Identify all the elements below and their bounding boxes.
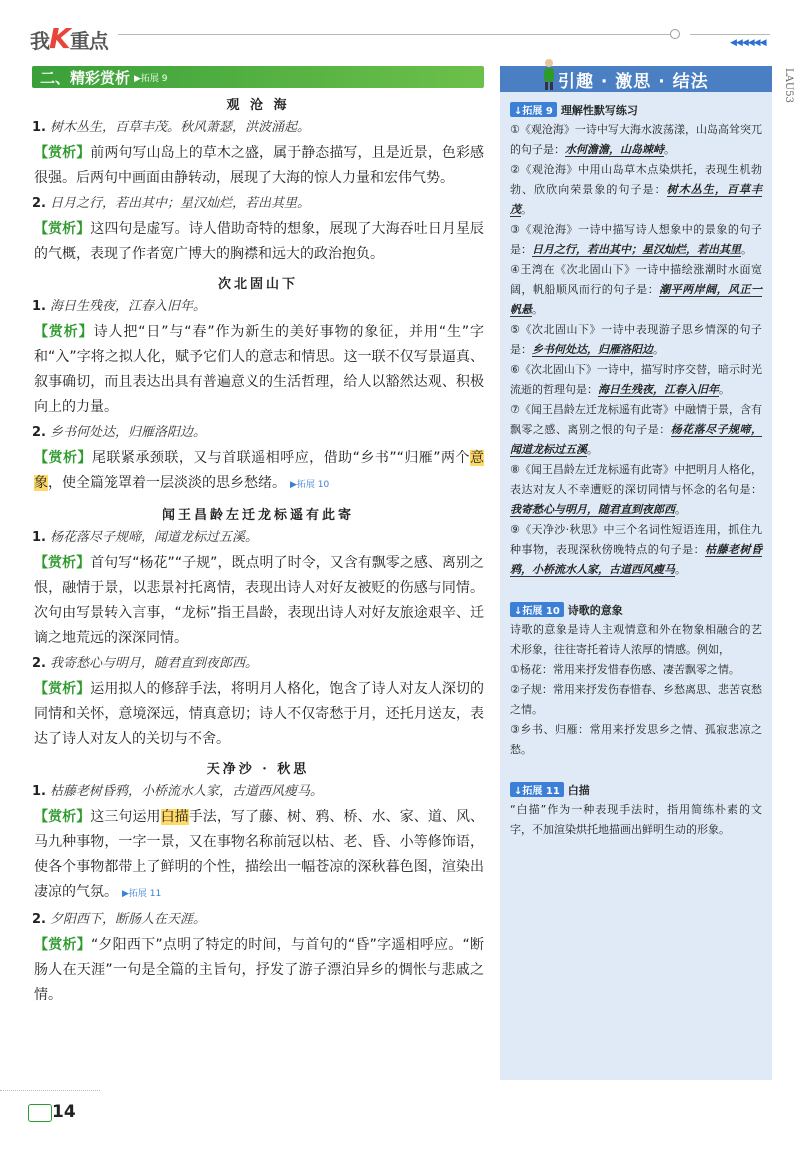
dictation-question bbox=[510, 160, 762, 220]
answer-text: 水何澹澹，山岛竦峙 bbox=[565, 143, 664, 156]
ext10-box bbox=[500, 592, 772, 764]
sidebar-header bbox=[500, 66, 772, 92]
side-code: LAU53 bbox=[783, 68, 794, 104]
verse-line bbox=[32, 653, 484, 675]
answer-text: 日月之行，若出其中；星汉灿烂，若出其里 bbox=[532, 243, 741, 256]
item-number: 2. bbox=[32, 656, 46, 671]
analysis-text: 手法，写了藤、树、鸦、桥、水、家、道、风、马九种事物，一字一景，又在事物名称前冠以枯、老、昏、小等修饰语，使各个事物都带上了鲜明的个性，描绘出一幅苍凉的深秋暮色图，渲染出凄凉的气氛。 bbox=[34, 809, 485, 900]
item-number: 1. bbox=[32, 530, 46, 545]
verse-line bbox=[32, 296, 484, 318]
verse-text: 日月之行，若出其中；星汉灿烂，若出其里。 bbox=[49, 196, 310, 211]
analysis-text: 首句写“杨花”“子规”，既点明了时令，又含有飘零之感、离别之恨，融情于景，以悲景衬托离情，表现出诗人对好友被贬的伤感与同情。次句由写景转入言事，“龙标”指王昌龄，表现出诗人对好友旅途艰辛、迁谪之地荒远的深深同情。 bbox=[34, 555, 484, 646]
analysis-text: 这四句是虚写。诗人借助奇特的想象，展现了大海吞吐日月星辰的气概，表现了作者宽广博大的胸襟和远大的政治抱负。 bbox=[34, 221, 485, 262]
question-text: ①《观沧海》一诗中写大海水波荡漾，山岛高耸突兀的句子是： bbox=[510, 123, 762, 156]
analysis-paragraph bbox=[34, 933, 484, 1008]
sidebar-panel bbox=[500, 66, 772, 1080]
answer-text: 树木丛生，百草丰茂 bbox=[510, 183, 763, 216]
page-header bbox=[0, 0, 800, 58]
analysis-label: 【赏析】 bbox=[34, 145, 91, 161]
question-end: 。 bbox=[719, 383, 730, 396]
page-number-text: 14 bbox=[52, 1102, 76, 1122]
answer-text: 乡书何处达，归雁洛阳边 bbox=[532, 343, 653, 356]
sidebar-title: 引趣 · 激思 · 结法 bbox=[558, 71, 709, 92]
poem-title: 天净沙 · 秋思 bbox=[206, 762, 310, 777]
verse-text: 枯藤老树昏鸦，小桥流水人家，古道西风瘦马。 bbox=[49, 784, 323, 799]
verse-text: 夕阳西下，断肠人在天涯。 bbox=[49, 912, 206, 927]
ext10-title: 诗歌的意象 bbox=[567, 604, 623, 617]
ext11-text: “白描”作为一种表现手法时，指用简练朴素的文字，不加渲染烘托地描画出鲜明生动的形象。 bbox=[510, 803, 762, 836]
dictation-question bbox=[510, 400, 762, 460]
ext11-tag: ↓拓展 11 bbox=[510, 782, 564, 797]
dictation-question bbox=[510, 120, 762, 160]
ext9-title: 理解性默写练习 bbox=[560, 104, 638, 117]
question-text: ②《观沧海》中用山岛草木点染烘托，表现生机勃勃、欣欣向荣景象的句子是： bbox=[510, 163, 762, 196]
item-number: 1. bbox=[32, 784, 46, 799]
section-title: 二、精彩赏析 bbox=[40, 68, 131, 87]
analysis-text: 这三句运用 bbox=[90, 809, 161, 825]
header-dot bbox=[670, 29, 680, 39]
ext11-box bbox=[500, 772, 772, 844]
dictation-question bbox=[510, 460, 762, 520]
question-end: 。 bbox=[741, 243, 752, 256]
poem-list bbox=[32, 94, 484, 1008]
analysis-paragraph bbox=[34, 551, 484, 651]
question-end: 。 bbox=[675, 503, 686, 516]
question-text: ⑨《天净沙·秋思》中三个名词性短语连用，抓住九种事物，表现深秋傍晚特点的句子是： bbox=[510, 523, 762, 556]
analysis-text: 运用拟人的修辞手法，将明月人格化，饱含了诗人对友人深切的同情和关怀，意境深远，情真意切；诗人不仅寄愁于月，还托月送友，表达了诗人对友人的关切与不舍。 bbox=[34, 681, 485, 747]
verse-line bbox=[32, 909, 484, 931]
header-rule bbox=[118, 34, 678, 35]
item-number: 2. bbox=[32, 196, 46, 211]
analysis-paragraph bbox=[34, 677, 484, 752]
dictation-question bbox=[510, 220, 762, 260]
verse-text: 乡书何处达，归雁洛阳边。 bbox=[49, 425, 206, 440]
verse-line bbox=[32, 117, 484, 139]
question-text: ⑤《次北固山下》一诗中表现游子思乡情深的句子是： bbox=[510, 323, 762, 356]
header-arrows: ◀◀◀◀◀◀ bbox=[730, 38, 766, 48]
dictation-question bbox=[510, 320, 762, 360]
ext-link[interactable]: ▶拓展 10 bbox=[290, 480, 330, 490]
analysis-paragraph bbox=[34, 805, 484, 907]
ext9-tag: ↓拓展 9 bbox=[510, 102, 557, 117]
highlight-term: 白描 bbox=[160, 809, 189, 825]
verse-line bbox=[32, 422, 484, 444]
analysis-paragraph bbox=[34, 141, 484, 191]
verse-text: 树木丛生，百草丰茂。秋风萧瑟，洪波涌起。 bbox=[49, 120, 310, 135]
header-rule-right bbox=[690, 34, 770, 35]
question-text: ⑧《闻王昌龄左迁龙标遥有此寄》中把明月人格化，表达对友人不幸遭贬的深切同情与怀念的名句是： bbox=[510, 463, 762, 496]
ext10-intro: 诗歌的意象是诗人主观情意和外在物象相融合的艺术形象，往往寄托着诗人浓厚的情感。例如， bbox=[510, 623, 762, 656]
imagery-item: ①杨花：常用来抒发惜春伤感、凄苦飘零之情。 bbox=[510, 663, 740, 676]
poem-title: 次北固山下 bbox=[217, 277, 298, 292]
question-end: 。 bbox=[664, 143, 675, 156]
page-number bbox=[22, 1100, 82, 1124]
answer-text: 枯藤老树昏鸦，小桥流水人家，古道西风瘦马 bbox=[510, 543, 763, 576]
analysis-text: ，使全篇笼罩着一层淡淡的思乡愁绪。 bbox=[48, 475, 286, 491]
analysis-label: 【赏析】 bbox=[34, 681, 91, 697]
item-number: 1. bbox=[32, 120, 46, 135]
verse-line bbox=[32, 527, 484, 549]
item-number: 2. bbox=[32, 912, 46, 927]
analysis-text: “夕阳西下”点明了特定的时间，与首句的“昏”字遥相呼应。“断肠人在天涯”一句是全篇的主旨句，抒发了游子漂泊异乡的惆怅与悲戚之情。 bbox=[34, 937, 484, 1003]
imagery-list bbox=[510, 660, 762, 760]
item-number: 1. bbox=[32, 299, 46, 314]
ext9-box bbox=[500, 92, 772, 584]
question-end: 。 bbox=[587, 443, 598, 456]
analysis-label: 【赏析】 bbox=[34, 221, 91, 237]
question-text: ④王湾在《次北固山下》一诗中描绘涨潮时水面宽阔，帆船顺风而行的句子是： bbox=[510, 263, 762, 296]
reader-figure-icon bbox=[540, 58, 558, 90]
dictation-question bbox=[510, 260, 762, 320]
section-header bbox=[32, 66, 484, 88]
analysis-paragraph bbox=[34, 217, 484, 267]
dictation-question bbox=[510, 520, 762, 580]
verse-text: 我寄愁心与明月，随君直到夜郎西。 bbox=[49, 656, 258, 671]
poem-title: 观 沧 海 bbox=[226, 98, 290, 113]
verse-text: 海日生残夜，江春入旧年。 bbox=[49, 299, 206, 314]
analysis-label: 【赏析】 bbox=[34, 324, 94, 340]
answer-text: 海日生残夜，江春入旧年 bbox=[598, 383, 719, 396]
analysis-label: 【赏析】 bbox=[34, 450, 92, 466]
dictation-question bbox=[510, 360, 762, 400]
answer-text: 杨花落尽子规啼，闻道龙标过五溪 bbox=[510, 423, 763, 456]
analysis-paragraph bbox=[34, 320, 484, 420]
ext10-tag: ↓拓展 10 bbox=[510, 602, 564, 617]
ext11-title: 白描 bbox=[567, 784, 590, 797]
question-end: 。 bbox=[532, 303, 543, 316]
answer-text: 潮平两岸阔，风正一帆悬 bbox=[510, 283, 763, 316]
item-number: 2. bbox=[32, 425, 46, 440]
analysis-label: 【赏析】 bbox=[34, 809, 91, 825]
question-end: 。 bbox=[653, 343, 664, 356]
ext-link[interactable]: ▶拓展 11 bbox=[122, 889, 162, 899]
analysis-column bbox=[32, 66, 484, 1010]
analysis-text: 尾联紧承颈联，又与首联遥相呼应，借助“乡书”“归雁”两个 bbox=[91, 450, 470, 466]
answer-text: 我寄愁心与明月，随君直到夜郎西 bbox=[510, 503, 675, 516]
verse-line bbox=[32, 193, 484, 215]
verse-line bbox=[32, 781, 484, 803]
dictation-list bbox=[510, 120, 762, 580]
analysis-text: 诗人把“日”与“春”作为新生的美好事物的象征，并用“生”字和“入”字将之拟人化，赋予它们人的意志和情思。这一联不仅写景逼真、叙事确切，而且表达出具有普遍意义的生活哲理，给人以豁然达观、积极向上的力量。 bbox=[34, 324, 484, 415]
poem-title: 闻王昌龄左迁龙标遥有此寄 bbox=[161, 508, 354, 523]
imagery-item: ③乡书、归雁：常用来抒发思乡之情、孤寂悲凉之愁。 bbox=[510, 723, 762, 756]
footer-rule bbox=[0, 1090, 100, 1091]
highlight-term: 意象 bbox=[34, 450, 484, 491]
analysis-label: 【赏析】 bbox=[34, 937, 91, 953]
question-text: ⑦《闻王昌龄左迁龙标遥有此寄》中融情于景，含有飘零之感、离别之恨的句子是： bbox=[510, 403, 762, 436]
question-text: ⑥《次北固山下》一诗中，描写时序交替，暗示时光流逝的哲理句是： bbox=[510, 363, 762, 396]
analysis-text: 前两句写山岛上的草木之盛，属于静态描写，且是近景，色彩感很强。后两句中画面由静转动，展现了大海的惊人力量和宏伟气势。 bbox=[34, 145, 485, 186]
question-end: 。 bbox=[675, 563, 686, 576]
analysis-label: 【赏析】 bbox=[34, 555, 91, 571]
section-ext-link[interactable]: ▶拓展 9 bbox=[134, 73, 168, 84]
brand-logo: 我K重点 bbox=[30, 22, 108, 55]
book-icon bbox=[28, 1104, 52, 1122]
verse-text: 杨花落尽子规啼，闻道龙标过五溪。 bbox=[49, 530, 258, 545]
question-text: ③《观沧海》一诗中描写诗人想象中的景象的句子是： bbox=[510, 223, 762, 256]
question-end: 。 bbox=[521, 203, 532, 216]
imagery-item: ②子规：常用来抒发伤春惜春、乡愁离思、悲苦哀愁之情。 bbox=[510, 683, 762, 716]
analysis-paragraph bbox=[34, 446, 484, 498]
